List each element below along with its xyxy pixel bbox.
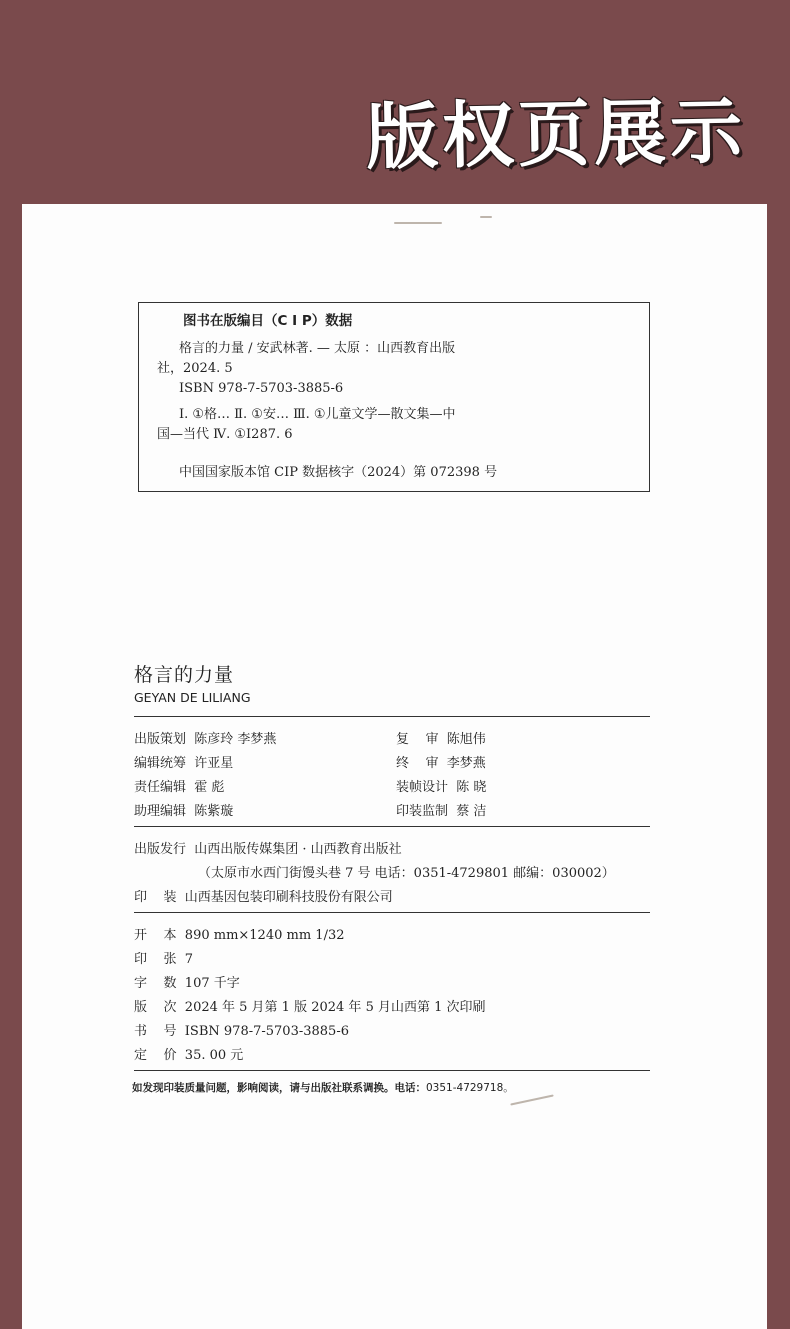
cip-classification-2: 国—当代 Ⅳ. ①I287. 6 — [157, 427, 293, 442]
spec-row: 定 价 35. 00 元 — [134, 1048, 244, 1063]
print-speck — [480, 216, 492, 218]
cip-line-2: 社，2024. 5 — [157, 361, 233, 376]
divider — [134, 1070, 650, 1071]
spec-row: 印 张 7 — [134, 952, 194, 967]
cip-line-1: 格言的力量 / 安武林著. — 太原 ：山西教育出版 — [179, 341, 456, 356]
credit-row: 终 审 李梦燕 — [396, 756, 486, 771]
credit-row: 出版策划 陈彦玲 李梦燕 — [134, 732, 277, 747]
credit-row: 复 审 陈旭伟 — [396, 732, 486, 747]
publisher-row: 出版发行 山西出版传媒集团 · 山西教育出版社 — [134, 842, 402, 857]
divider — [134, 826, 650, 827]
print-speck — [394, 222, 442, 224]
quality-notice: 如发现印装质量问题，影响阅读，请与出版社联系调换。电话：0351-4729718。 — [132, 1082, 514, 1094]
publisher-address: （太原市水西门街馒头巷 7 号 电话：0351-4729801 邮编：030002） — [198, 866, 615, 881]
credit-row: 责任编辑 霍 彪 — [134, 780, 225, 795]
cip-isbn: ISBN 978-7-5703-3885-6 — [179, 381, 344, 396]
spec-row: 开 本 890 mm×1240 mm 1/32 — [134, 928, 345, 943]
spec-row: 书 号 ISBN 978-7-5703-3885-6 — [134, 1024, 349, 1039]
banner-title: 版权页展示 — [365, 88, 747, 180]
divider — [134, 716, 650, 717]
credit-row: 装帧设计 陈 晓 — [396, 780, 487, 795]
print-speck — [510, 1094, 553, 1105]
cip-classification-1: Ⅰ. ①格… Ⅱ. ①安… Ⅲ. ①儿童文学—散文集—中 — [179, 407, 456, 422]
book-pinyin-title: GEYAN DE LILIANG — [134, 690, 251, 705]
credit-row: 印装监制 蔡 洁 — [396, 804, 487, 819]
spec-row: 字 数 107 千字 — [134, 976, 240, 991]
spec-row: 版 次 2024 年 5 月第 1 版 2024 年 5 月山西第 1 次印刷 — [134, 1000, 486, 1015]
credit-row: 助理编辑 陈紫璇 — [134, 804, 234, 819]
copyright-page — [22, 204, 767, 1329]
cip-record-number: 中国国家版本馆 CIP 数据核字（2024）第 072398 号 — [179, 465, 498, 480]
cip-data-box — [138, 302, 650, 492]
book-title: 格言的力量 — [134, 664, 235, 686]
divider — [134, 912, 650, 913]
printer-row: 印 装 山西基因包装印刷科技股份有限公司 — [134, 890, 393, 905]
cip-heading: 图书在版编目（C I P）数据 — [183, 313, 353, 329]
credit-row: 编辑统筹 许亚星 — [134, 756, 234, 771]
